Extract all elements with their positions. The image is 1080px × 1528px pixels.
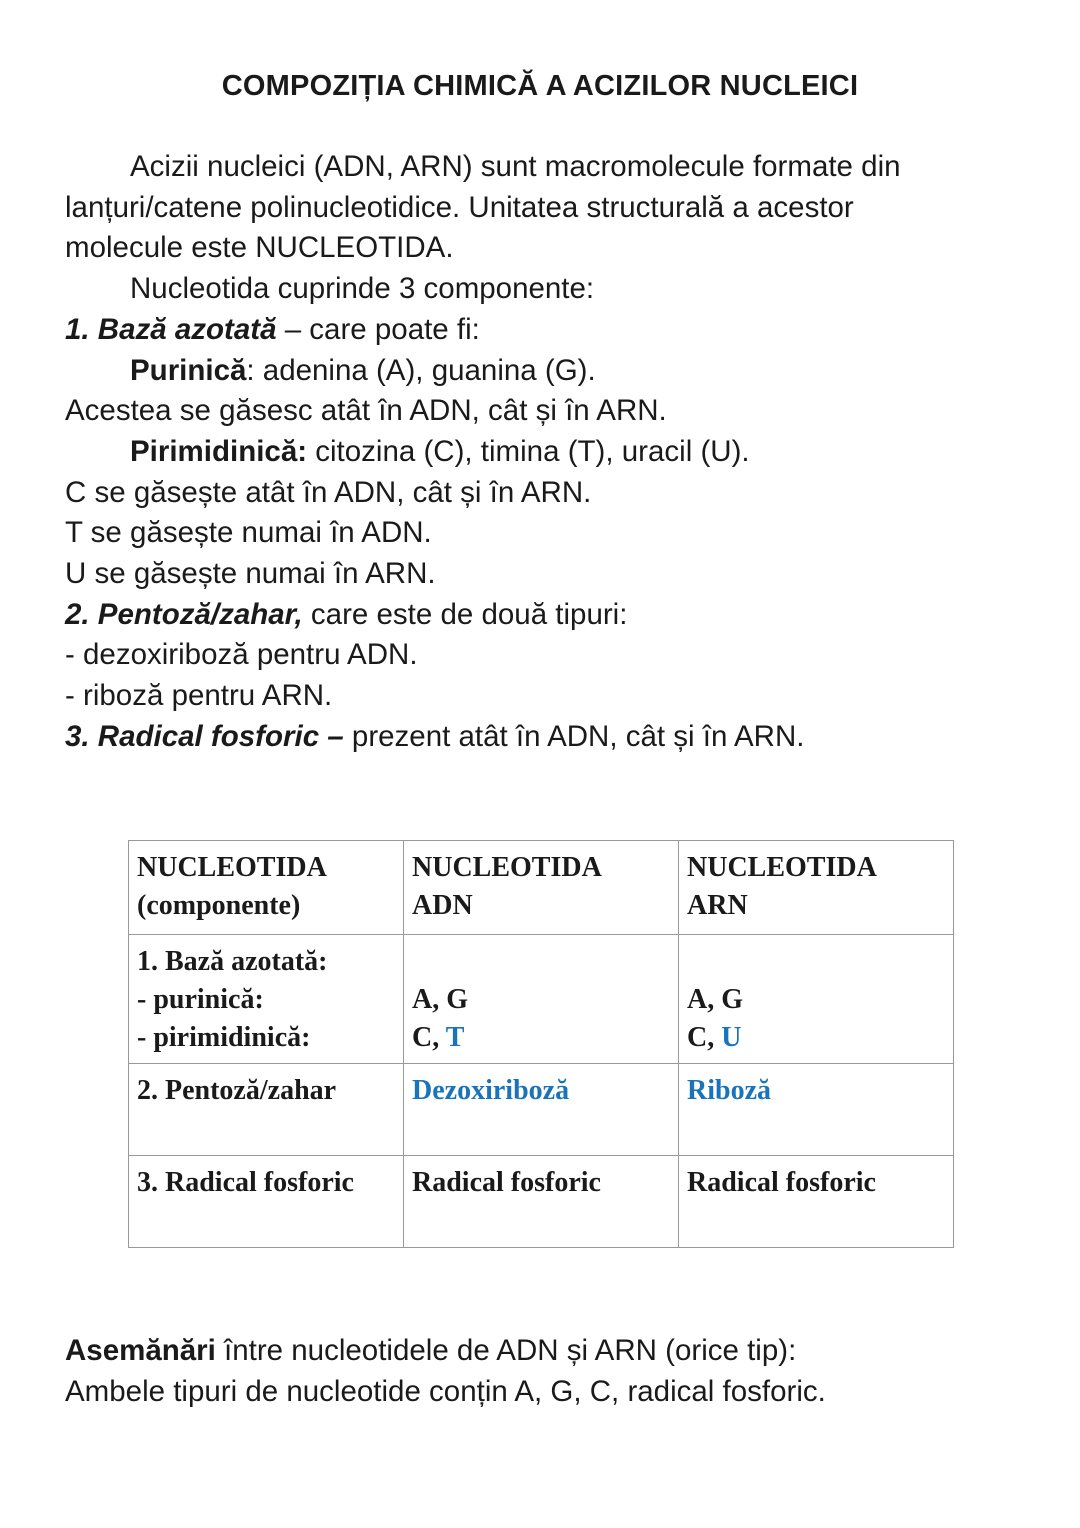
component-2-item: - dezoxiriboză pentru ADN. <box>65 638 418 672</box>
adn-cell: Dezoxiriboză <box>404 1064 679 1156</box>
table-row <box>129 1156 954 1248</box>
cell-text: A, G <box>412 984 468 1015</box>
header-text: NUCLEOTIDA <box>412 852 602 883</box>
cell-text: 1. Bază azotată: <box>137 946 328 977</box>
component-1-text: – care poate fi: <box>276 312 480 346</box>
intro-line: lanțuri/catene polinucleotidice. Unitatea structurală a acestor <box>65 190 854 224</box>
cell-text: - purinică: <box>137 984 264 1015</box>
component-2 <box>65 595 1025 636</box>
component-1-heading: 1. Bază azotată <box>65 312 277 346</box>
row-label-cell: 3. Radical fosforic <box>129 1156 404 1248</box>
adn-cell <box>404 935 679 1064</box>
component-1 <box>65 310 1025 351</box>
page-title: COMPOZIȚIA CHIMICĂ A ACIZILOR NUCLEICI <box>221 70 859 102</box>
header-text: NUCLEOTIDA <box>137 852 327 883</box>
arn-cell: Riboză <box>679 1064 954 1156</box>
intro-line: Acizii nucleici (ADN, ARN) sunt macromolecule formate din <box>130 150 901 183</box>
purinica-label: Purinică <box>130 353 247 387</box>
intro-line: molecule este NUCLEOTIDA. <box>65 231 454 265</box>
adn-cell: Radical fosforic <box>404 1156 679 1248</box>
cell-text: C, <box>412 1022 446 1053</box>
header-text: ADN <box>412 890 473 921</box>
pirimidinica-line <box>65 432 1025 473</box>
table-header-row <box>129 841 954 935</box>
header-cell <box>679 841 954 935</box>
component-3 <box>65 717 1025 758</box>
arn-cell <box>679 935 954 1064</box>
similarities-line: Ambele tipuri de nucleotide conțin A, G, C, radical fosforic. <box>65 1374 826 1408</box>
component-2-heading: 2. Pentoză/zahar, <box>65 597 303 631</box>
similarities-line <box>65 1331 826 1372</box>
body-text <box>65 147 1025 758</box>
pirimidinica-text: citozina (C), timina (T), uracil (U). <box>307 434 750 468</box>
header-text: (componente) <box>137 890 301 921</box>
header-text: ARN <box>687 890 748 921</box>
pirimidinica-label: Pirimidinică: <box>130 434 308 468</box>
component-2-text: care este de două tipuri: <box>302 597 628 631</box>
u-note: U se găsește numai în ARN. <box>65 557 436 591</box>
purinica-line <box>65 351 1025 392</box>
cell-text: - pirimidinică: <box>137 1022 311 1053</box>
row-label-cell: 2. Pentoză/zahar <box>129 1064 404 1156</box>
header-text: NUCLEOTIDA <box>687 852 877 883</box>
arn-cell: Radical fosforic <box>679 1156 954 1248</box>
component-2-item: - riboză pentru ARN. <box>65 679 333 713</box>
nucleotide-comparison-table <box>128 840 954 1248</box>
t-note: T se găsește numai în ADN. <box>65 516 432 550</box>
component-3-text: prezent atât în ADN, cât și în ARN. <box>343 719 805 753</box>
cell-text: A, G <box>687 984 743 1015</box>
purinica-text: : adenina (A), guanina (G). <box>246 353 596 387</box>
header-cell <box>129 841 404 935</box>
intro-line: Nucleotida cuprinde 3 componente: <box>130 272 595 306</box>
arn-specific-base: U <box>721 1022 742 1053</box>
c-note: C se găsește atât în ADN, cât și în ARN. <box>65 475 592 509</box>
similarities-section <box>65 1331 826 1412</box>
adn-specific-base: T <box>445 1022 465 1053</box>
table-row <box>129 1064 954 1156</box>
similarities-text: între nucleotidele de ADN și ARN (orice tip): <box>215 1334 797 1367</box>
row-label-cell <box>129 935 404 1064</box>
component-3-heading: 3. Radical fosforic – <box>65 719 344 753</box>
header-cell <box>404 841 679 935</box>
table-row <box>129 935 954 1064</box>
purinica-note: Acestea se găsesc atât în ADN, cât și în ARN. <box>65 394 667 428</box>
cell-text: C, <box>687 1022 722 1053</box>
similarities-label: Asemănări <box>65 1334 216 1367</box>
